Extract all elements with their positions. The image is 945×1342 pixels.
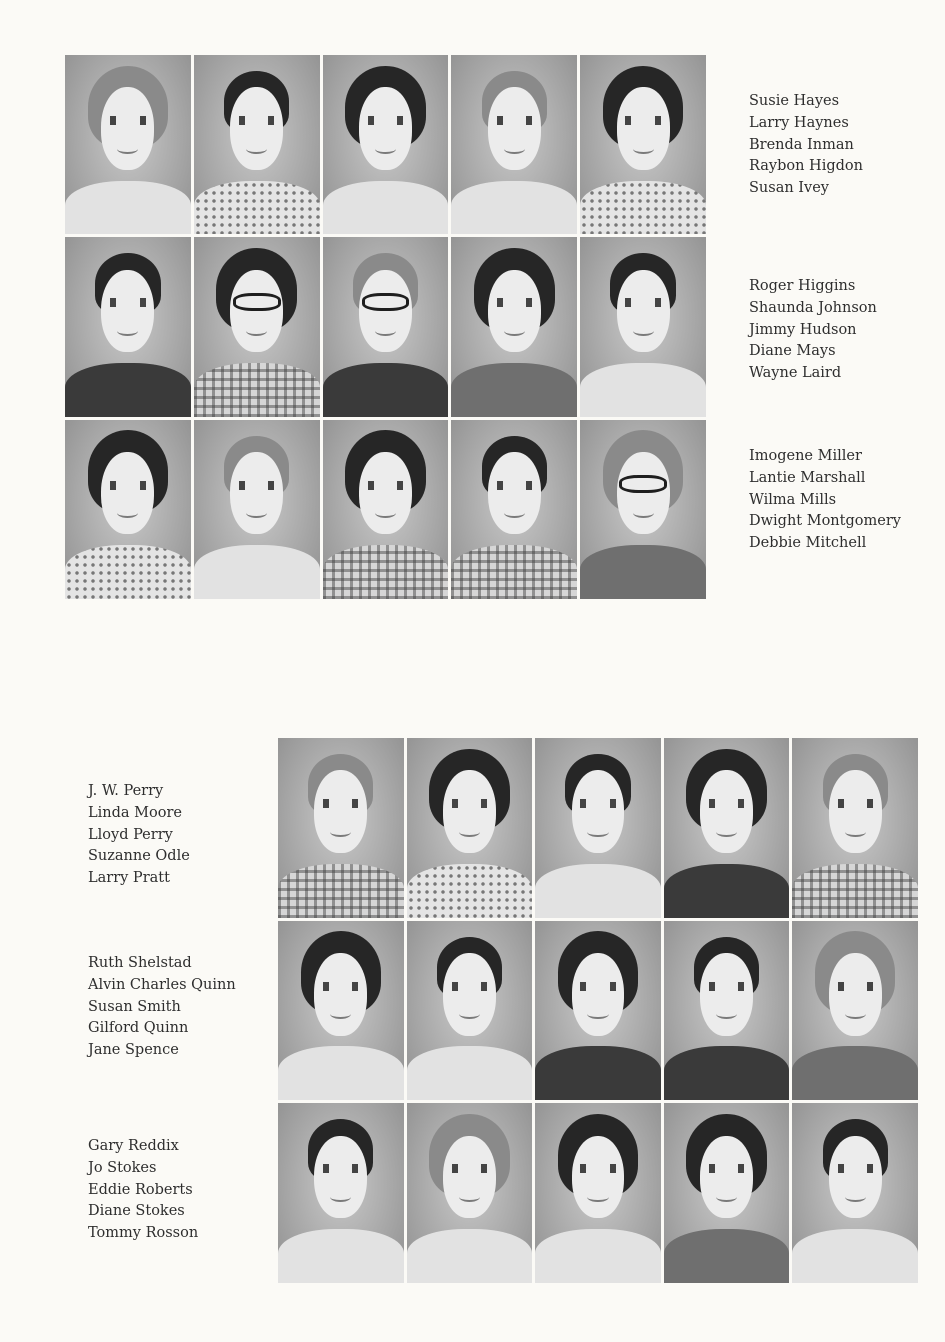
- portrait-photo: [451, 420, 577, 599]
- student-name: Raybon Higdon: [749, 158, 863, 175]
- student-name: Shaunda Johnson: [749, 299, 877, 316]
- portrait-photo: [451, 55, 577, 234]
- student-name: Gary Reddix: [88, 1138, 179, 1154]
- name-list: [749, 276, 877, 385]
- portrait-photo: [535, 738, 661, 918]
- portrait-grid-top: [65, 55, 706, 599]
- portrait-photo: [194, 55, 320, 234]
- portrait-photo: [792, 921, 918, 1101]
- student-name: Susie Hayes: [749, 93, 840, 109]
- portrait-photo: [323, 420, 449, 599]
- portrait-photo: [664, 921, 790, 1101]
- student-name: Wilma Mills: [749, 491, 837, 508]
- student-name: Alvin Charles Quinn: [88, 976, 236, 993]
- portrait-photo: [535, 921, 661, 1101]
- name-list: [88, 781, 190, 890]
- portrait-photo: [65, 237, 191, 416]
- student-name: Jo Stokes: [88, 1159, 157, 1176]
- student-name: Lantie Marshall: [749, 469, 866, 486]
- student-name: Imogene Miller: [749, 448, 862, 464]
- portrait-photo: [278, 1103, 404, 1283]
- portrait-photo: [451, 237, 577, 416]
- portrait-photo: [535, 1103, 661, 1283]
- student-name: Larry Pratt: [88, 870, 170, 887]
- portrait-photo: [407, 921, 533, 1101]
- portrait-photo: [65, 420, 191, 599]
- student-name: Debbie Mitchell: [749, 535, 867, 552]
- student-name: Suzanne Odle: [88, 848, 190, 865]
- student-name: Larry Haynes: [749, 114, 849, 131]
- student-name: Roger Higgins: [749, 278, 856, 294]
- portrait-photo: [407, 1103, 533, 1283]
- portrait-photo: [664, 1103, 790, 1283]
- name-list: [749, 91, 863, 200]
- name-list: [88, 1136, 198, 1245]
- student-name: J. W. Perry: [88, 783, 164, 799]
- name-list: [88, 953, 236, 1062]
- student-name: Brenda Inman: [749, 136, 854, 153]
- student-name: Jane Spence: [88, 1042, 179, 1059]
- portrait-photo: [407, 738, 533, 918]
- portrait-photo: [323, 237, 449, 416]
- student-name: Susan Smith: [88, 998, 181, 1015]
- portrait-photo: [278, 921, 404, 1101]
- portrait-photo: [278, 738, 404, 918]
- student-name: Ruth Shelstad: [88, 955, 192, 971]
- portrait-grid-bottom: [278, 738, 918, 1283]
- student-name: Susan Ivey: [749, 180, 829, 197]
- student-name: Linda Moore: [88, 804, 182, 821]
- portrait-photo: [792, 1103, 918, 1283]
- student-name: Jimmy Hudson: [749, 321, 857, 338]
- student-name: Diane Mays: [749, 343, 836, 360]
- portrait-photo: [323, 55, 449, 234]
- portrait-photo: [65, 55, 191, 234]
- portrait-photo: [664, 738, 790, 918]
- student-name: Dwight Montgomery: [749, 513, 901, 530]
- portrait-photo: [194, 420, 320, 599]
- portrait-photo: [580, 55, 706, 234]
- portrait-photo: [194, 237, 320, 416]
- student-name: Tommy Rosson: [88, 1225, 199, 1242]
- name-list: [749, 446, 901, 555]
- portrait-photo: [580, 420, 706, 599]
- portrait-photo: [580, 237, 706, 416]
- student-name: Diane Stokes: [88, 1203, 185, 1220]
- student-name: Eddie Roberts: [88, 1181, 193, 1198]
- portrait-photo: [792, 738, 918, 918]
- student-name: Wayne Laird: [749, 365, 842, 382]
- student-name: Gilford Quinn: [88, 1020, 189, 1037]
- student-name: Lloyd Perry: [88, 826, 173, 843]
